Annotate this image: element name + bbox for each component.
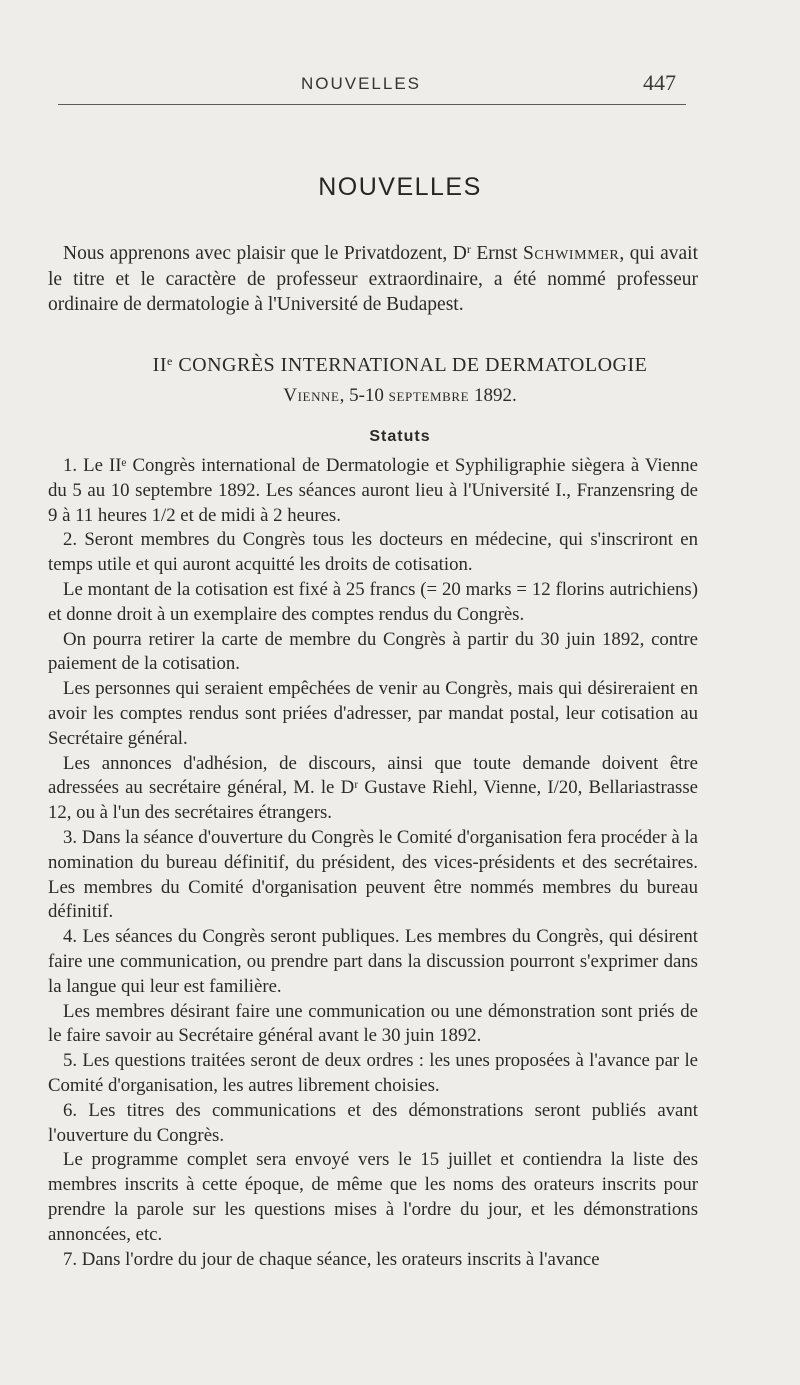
- paragraph: 1. Le IIᵉ Congrès international de Dermatologie et Syphiligraphie siègera à Vienne du 5 au 10 septembre 1892. Les séances auront lieu à l'Université I., Franzensring de 9 à 11 heures 1/2 et de midi à 2 heures.: [48, 455, 698, 526]
- congress-date-prefix: , 5-10: [339, 385, 389, 406]
- intro-text-mid: Ernst: [470, 243, 523, 264]
- statuts-heading: Statuts: [369, 428, 431, 445]
- paragraph: Le montant de la cotisation est fixé à 25 francs (= 20 marks = 12 florins autrichiens) et donne droit à un exemplaire des comptes rendus du Congrès.: [48, 578, 698, 625]
- paragraph: 2. Seront membres du Congrès tous les docteurs en médecine, qui s'inscriront en temps utile et qui auront acquitté les droits de cotisation.: [48, 529, 698, 576]
- paragraph: 5. Les questions traitées seront de deux ordres : les unes proposées à l'avance par le Comité d'organisation, les autres librement choisies.: [48, 1050, 698, 1096]
- paragraph: 7. Dans l'ordre du jour de chaque séance, les orateurs inscrits à l'avance: [63, 1248, 600, 1270]
- paragraph: Les personnes qui seraient empêchées de venir au Congrès, mais qui désireraient en avoir les comptes rendus sont priées d'adresser, par mandat postal, leur cotisation au Secrétaire général.: [48, 678, 698, 749]
- doctor-abbrev-sup: r: [466, 242, 471, 256]
- congress-year: 1892.: [469, 385, 517, 406]
- congress-heading: [0, 354, 800, 377]
- congress-ordinal: II: [152, 354, 167, 376]
- paragraph: 4. Les séances du Congrès seront publiques. Les membres du Congrès, qui désirent faire une communication, ou prendre part dans la discussion pourront s'exprimer dans la langue qui leur est familière.: [48, 926, 698, 997]
- header-rule: [58, 104, 686, 105]
- paragraph: Les membres désirant faire une communication ou une démonstration sont priés de le faire savoir au Secrétaire général avant le 30 juin 1892.: [48, 1000, 698, 1047]
- running-head: [46, 70, 676, 104]
- statuts-body: [48, 454, 698, 1272]
- paragraph: 6. Les titres des communications et des démonstrations seront publiés avant l'ouverture du Congrès.: [48, 1099, 698, 1146]
- congress-place-date: [0, 385, 800, 407]
- intro-paragraph: [48, 241, 698, 318]
- paragraph: Le programme complet sera envoyé vers le 15 juillet et contiendra la liste des membres inscrits à cette époque, de même que les noms des orateurs inscrits pour prendre la parole sur les questions mises à l'ordre du jour, et les démonstrations annoncées, etc.: [48, 1149, 698, 1245]
- congress-place: Vienne: [283, 385, 340, 406]
- intro-text-start: Nous apprenons avec plaisir que le Privatdozent, D: [63, 243, 467, 264]
- section-title: NOUVELLES: [318, 173, 482, 201]
- congress-month: septembre: [388, 385, 470, 406]
- congress-title: CONGRÈS INTERNATIONAL DE DERMATOLOGIE: [172, 354, 648, 376]
- congress-ordinal-sup: e: [166, 354, 173, 368]
- running-title: NOUVELLES: [300, 74, 422, 93]
- paragraph: On pourra retirer la carte de membre du Congrès à partir du 30 juin 1892, contre paiement de la cotisation.: [48, 628, 698, 675]
- intro-text-end: , qui avait le titre et le caractère de professeur extraordinaire, a été nommé professeur ordinaire de dermatologie à l'Université de Budapest.: [48, 243, 698, 316]
- paragraph: 3. Dans la séance d'ouverture du Congrès le Comité d'organisation fera procéder à la nomination du bureau définitif, du président, des vices-présidents et des secrétaires. Les membres du Comité d'organisation peuvent être nommés membres du bureau définitif.: [48, 826, 698, 923]
- paragraph: Les annonces d'adhésion, de discours, ainsi que toute demande doivent être adressées au secrétaire général, M. le Dʳ Gustave Riehl, Vienne, I/20, Bellariastrasse 12, ou à l'un des secrétaires étrangers.: [48, 752, 698, 824]
- intro-name: Schwimmer: [522, 243, 620, 264]
- page-number: 447: [643, 70, 676, 95]
